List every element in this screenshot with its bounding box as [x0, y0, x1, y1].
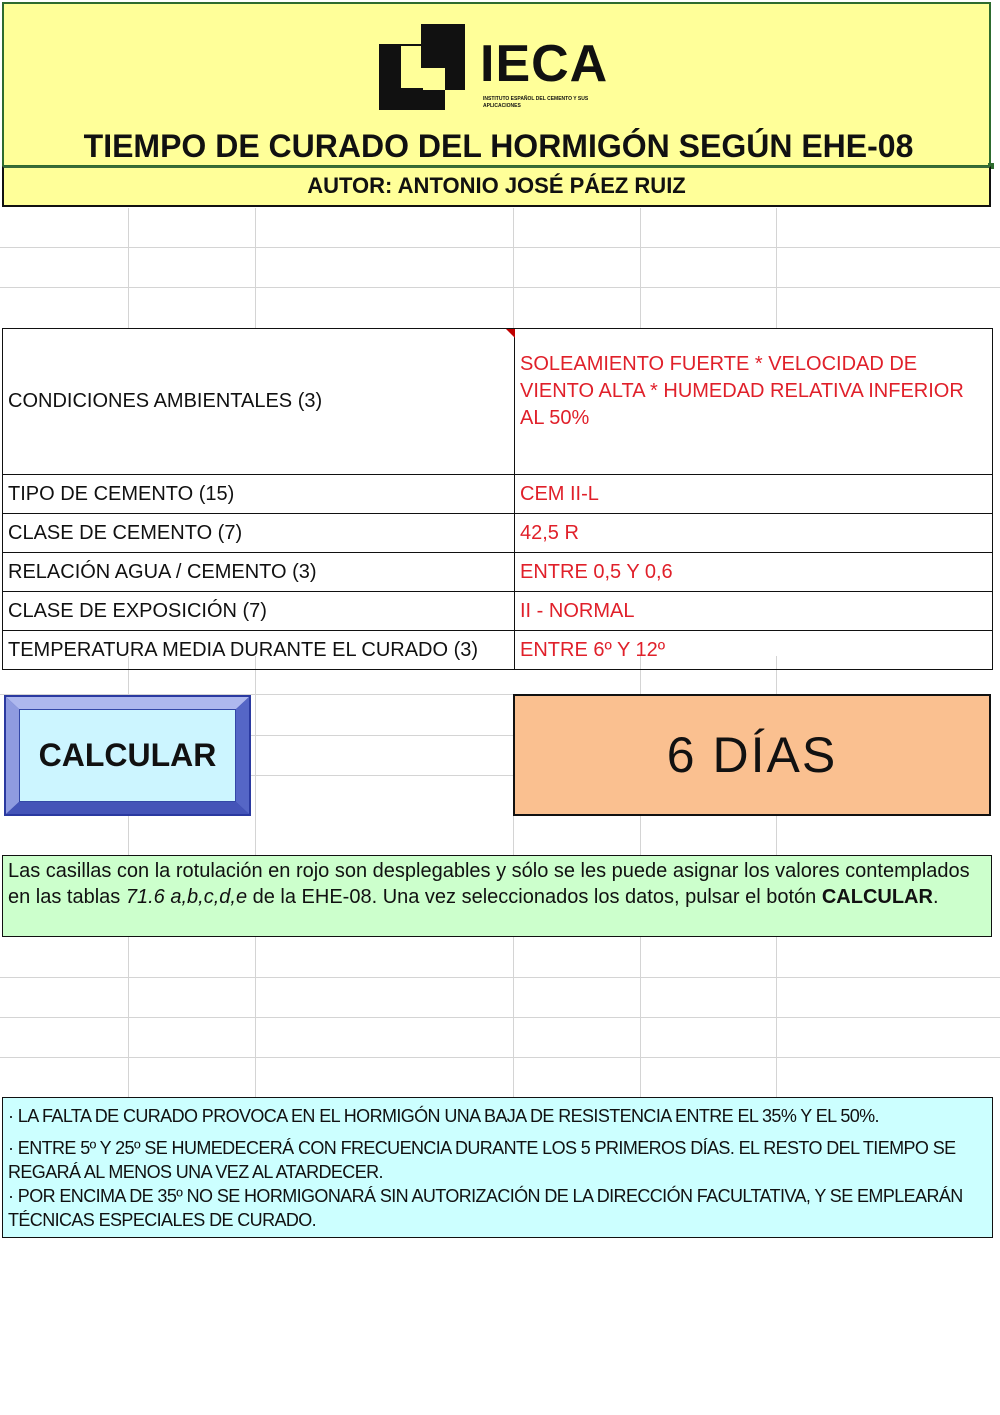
- page-title: TIEMPO DE CURADO DEL HORMIGÓN SEGÚN EHE-08: [83, 128, 914, 164]
- param-label: CLASE DE CEMENTO (7): [3, 514, 515, 553]
- author-line: AUTOR: ANTONIO JOSÉ PÁEZ RUIZ: [2, 166, 991, 207]
- note-text-2: de la EHE-08. Una vez seleccionados los datos, pulsar el botón: [247, 886, 822, 908]
- ieca-logo-mark-icon: [379, 24, 469, 114]
- param-label: TIPO DE CEMENTO (15): [3, 475, 515, 514]
- parameters-table: [2, 328, 993, 670]
- note-button-ref: CALCULAR: [821, 886, 933, 908]
- param-row-cement-class: [3, 514, 993, 553]
- calculate-button[interactable]: [4, 695, 251, 816]
- param-row-temperature: [3, 631, 993, 670]
- param-row-ambient: [3, 329, 993, 475]
- param-label: RELACIÓN AGUA / CEMENTO (3): [3, 553, 515, 592]
- param-dropdown-cement-type[interactable]: CEM II-L: [515, 475, 993, 514]
- tip-item: · ENTRE 5º Y 25º SE HUMEDECERÁ CON FRECUENCIA DURANTE LOS 5 PRIMEROS DÍAS. EL RESTO DEL TIEMPO SE REGARÁ AL MENOS UNA VEZ AL ATARDECER.: [8, 1138, 956, 1182]
- logo-subtitle: INSTITUTO ESPAÑOL DEL CEMENTO Y SUS APLICACIONES: [483, 96, 589, 109]
- param-label: CONDICIONES AMBIENTALES (3): [3, 329, 515, 475]
- result-display: 6 DÍAS: [513, 694, 991, 816]
- tip-item: · POR ENCIMA DE 35º NO SE HORMIGONARÁ SIN AUTORIZACIÓN DE LA DIRECCIÓN FACULTATIVA, Y SE EMPLEARÁN TÉCNICAS ESPECIALES DE CURADO.: [8, 1186, 963, 1230]
- header-block: [2, 2, 991, 167]
- param-dropdown-exposure[interactable]: II - NORMAL: [515, 592, 993, 631]
- ieca-logo: [379, 24, 619, 116]
- note-text-1: Las casillas con la rotulación en rojo son desplegables y sólo se les puede asignar los valores contemplados en las tablas: [8, 860, 970, 908]
- param-row-cement-type: [3, 475, 993, 514]
- comment-indicator-icon: [506, 329, 516, 339]
- param-dropdown-cement-class[interactable]: 42,5 R: [515, 514, 993, 553]
- curing-tips-box: [2, 1097, 993, 1238]
- param-row-exposure: [3, 592, 993, 631]
- param-dropdown-water-cement[interactable]: ENTRE 0,5 Y 0,6: [515, 553, 993, 592]
- tip-item: · LA FALTA DE CURADO PROVOCA EN EL HORMIGÓN UNA BAJA DE RESISTENCIA ENTRE EL 35% Y EL 50%.: [8, 1106, 879, 1126]
- param-label: TEMPERATURA MEDIA DURANTE EL CURADO (3): [3, 631, 515, 670]
- logo-wordmark: IECA: [480, 35, 609, 93]
- calculate-button-label: CALCULAR: [19, 709, 236, 802]
- note-text-3: .: [932, 886, 939, 908]
- param-dropdown-ambient[interactable]: SOLEAMIENTO FUERTE * VELOCIDAD DE VIENTO ALTA * HUMEDAD RELATIVA INFERIOR AL 50%: [515, 329, 993, 475]
- note-tables-ref: 71.6 a,b,c,d,e: [125, 886, 248, 908]
- param-label: CLASE DE EXPOSICIÓN (7): [3, 592, 515, 631]
- param-row-water-cement: [3, 553, 993, 592]
- param-dropdown-temperature[interactable]: ENTRE 6º Y 12º: [515, 631, 993, 670]
- instructions-note: [2, 855, 992, 937]
